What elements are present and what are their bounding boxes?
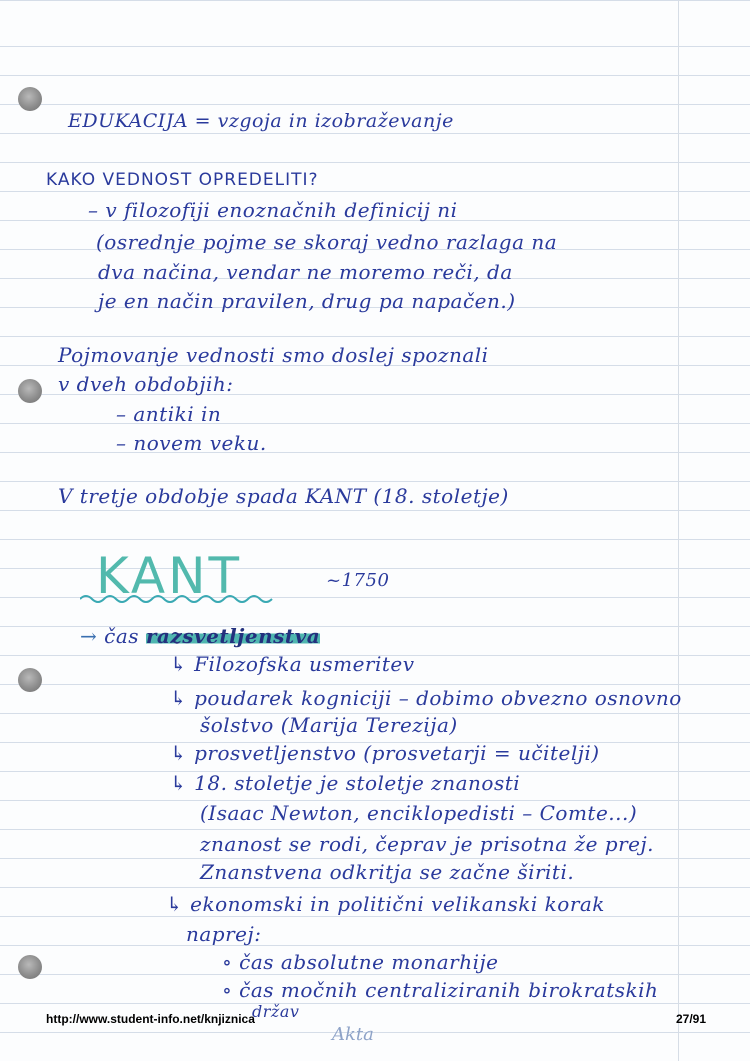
- bullet-line: ↳ ekonomski in politični velikanski korak: [166, 892, 605, 916]
- note-line: v dveh obdobjih:: [58, 372, 234, 396]
- era-line: [80, 624, 320, 648]
- sub-bullet: ∘ čas močnih centraliziranih birokratskih: [222, 978, 659, 1002]
- punch-hole: [18, 87, 42, 111]
- sub-bullet: ∘ čas absolutne monarhije: [222, 950, 499, 974]
- kant-year: ~1750: [326, 570, 390, 591]
- sub-bullet-cont: držav: [252, 1002, 300, 1021]
- margin-line: [678, 0, 679, 1061]
- heading-underline-wave: [80, 592, 280, 606]
- note-line: Pojmovanje vednosti smo doslej spoznali: [58, 343, 489, 367]
- note-line: – antiki in: [116, 402, 222, 426]
- note-line: – v filozofiji enoznačnih definicij ni: [88, 198, 458, 222]
- bullet-line: ↳ Filozofska usmeritev: [170, 652, 415, 676]
- arrow-right-icon: →: [80, 624, 98, 648]
- bullet-line: ↳ prosvetljenstvo (prosvetarji = učitelji): [170, 741, 600, 765]
- note-line: – novem veku.: [116, 431, 267, 455]
- bullet-line-cont: Znanstvena odkritja se začne širiti.: [200, 860, 575, 884]
- note-line-title: EDUKACIJA = vzgoja in izobraževanje: [68, 110, 454, 132]
- bullet-line: ↳ 18. stoletje je stoletje znanosti: [170, 771, 521, 795]
- footer-url[interactable]: http://www.student-info.net/knjiznica: [46, 1012, 255, 1026]
- note-line: je en način pravilen, drug pa napačen.): [98, 289, 516, 313]
- brand-logo: Akta: [332, 1024, 374, 1045]
- punch-hole: [18, 955, 42, 979]
- highlighted-term: razsvetljenstva: [145, 624, 321, 648]
- punch-hole: [18, 379, 42, 403]
- punch-hole: [18, 668, 42, 692]
- bullet-line-cont: znanost se rodi, čeprav je prisotna že prej.: [200, 832, 655, 856]
- page-number: 27/91: [676, 1012, 707, 1026]
- era-prefix: čas: [104, 624, 140, 648]
- bullet-line: ↳ poudarek kogniciji – dobimo obvezno osnovno: [170, 686, 682, 710]
- bullet-line-cont: naprej:: [186, 922, 262, 946]
- bullet-line-cont: (Isaac Newton, enciklopedisti – Comte...): [200, 801, 638, 825]
- note-line: V tretje obdobje spada KANT (18. stoletje): [58, 484, 509, 508]
- kant-heading: KANT: [96, 547, 243, 605]
- note-line: dva načina, vendar ne moremo reči, da: [98, 260, 513, 284]
- bullet-line-cont: šolstvo (Marija Terezija): [200, 713, 458, 737]
- note-line-question: KAKO VEDNOST OPREDELITI?: [46, 170, 319, 190]
- note-line: (osrednje pojme se skoraj vedno razlaga na: [96, 230, 558, 254]
